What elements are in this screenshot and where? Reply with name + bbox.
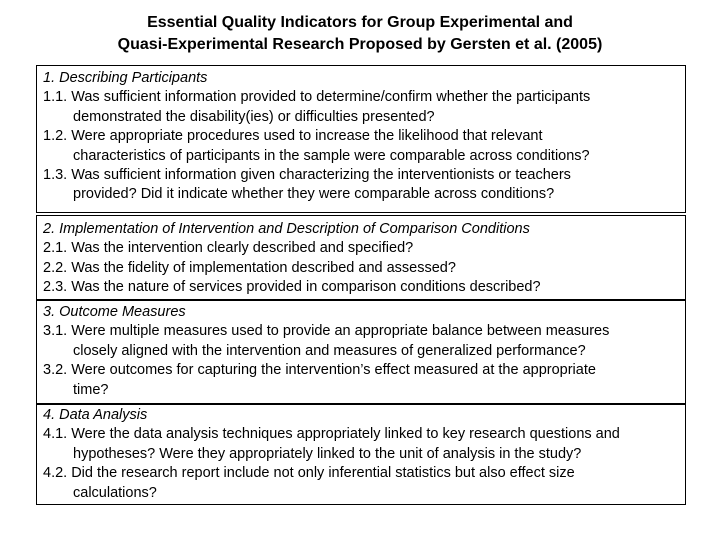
indicator-3-2-continued: time? bbox=[73, 381, 109, 398]
indicator-1-1: 1.1. Was sufficient information provided to determine/confirm whether the participants bbox=[43, 89, 591, 106]
indicator-1-2: 1.2. Were appropriate procedures used to increase the likelihood that relevant bbox=[43, 128, 543, 145]
indicator-3-1-continued: closely aligned with the intervention and measures of generalized performance? bbox=[73, 342, 586, 359]
indicator-3-2: 3.2. Were outcomes for capturing the intervention’s effect measured at the appropriate bbox=[43, 362, 596, 379]
section-describing-participants bbox=[36, 65, 686, 213]
title-line-1: Essential Quality Indicators for Group Experimental and bbox=[147, 14, 573, 31]
title-line-2: Quasi-Experimental Research Proposed by Gersten et al. (2005) bbox=[117, 36, 603, 53]
section-heading: 1. Describing Participants bbox=[43, 70, 208, 86]
section-data-analysis bbox=[36, 404, 686, 505]
indicator-1-3: 1.3. Was sufficient information given characterizing the interventionists or teachers bbox=[43, 167, 571, 184]
indicator-4-2-continued: calculations? bbox=[73, 484, 157, 501]
indicator-4-1: 4.1. Were the data analysis techniques appropriately linked to key research questions and bbox=[43, 426, 620, 443]
section-heading: 4. Data Analysis bbox=[43, 407, 148, 423]
section-outcome-measures bbox=[36, 300, 686, 404]
section-heading: 3. Outcome Measures bbox=[43, 304, 186, 320]
indicator-4-2: 4.2. Did the research report include not only inferential statistics but also effect size bbox=[43, 465, 575, 482]
indicator-1-3-continued: provided? Did it indicate whether they were comparable across conditions? bbox=[73, 186, 555, 203]
section-heading: 2. Implementation of Intervention and Description of Comparison Conditions bbox=[43, 221, 530, 237]
indicator-2-3: 2.3. Was the nature of services provided in comparison conditions described? bbox=[43, 279, 541, 296]
indicator-2-1: 2.1. Was the intervention clearly described and specified? bbox=[43, 240, 414, 257]
section-implementation bbox=[36, 215, 686, 300]
indicator-1-1-continued: demonstrated the disability(ies) or difficulties presented? bbox=[73, 108, 435, 125]
indicator-2-2: 2.2. Was the fidelity of implementation described and assessed? bbox=[43, 259, 456, 276]
indicator-1-2-continued: characteristics of participants in the sample were comparable across conditions? bbox=[73, 147, 590, 164]
indicator-4-1-continued: hypotheses? Were they appropriately linked to the unit of analysis in the study? bbox=[73, 445, 582, 462]
indicator-3-1: 3.1. Were multiple measures used to provide an appropriate balance between measures bbox=[43, 323, 610, 340]
page-title bbox=[0, 12, 720, 56]
